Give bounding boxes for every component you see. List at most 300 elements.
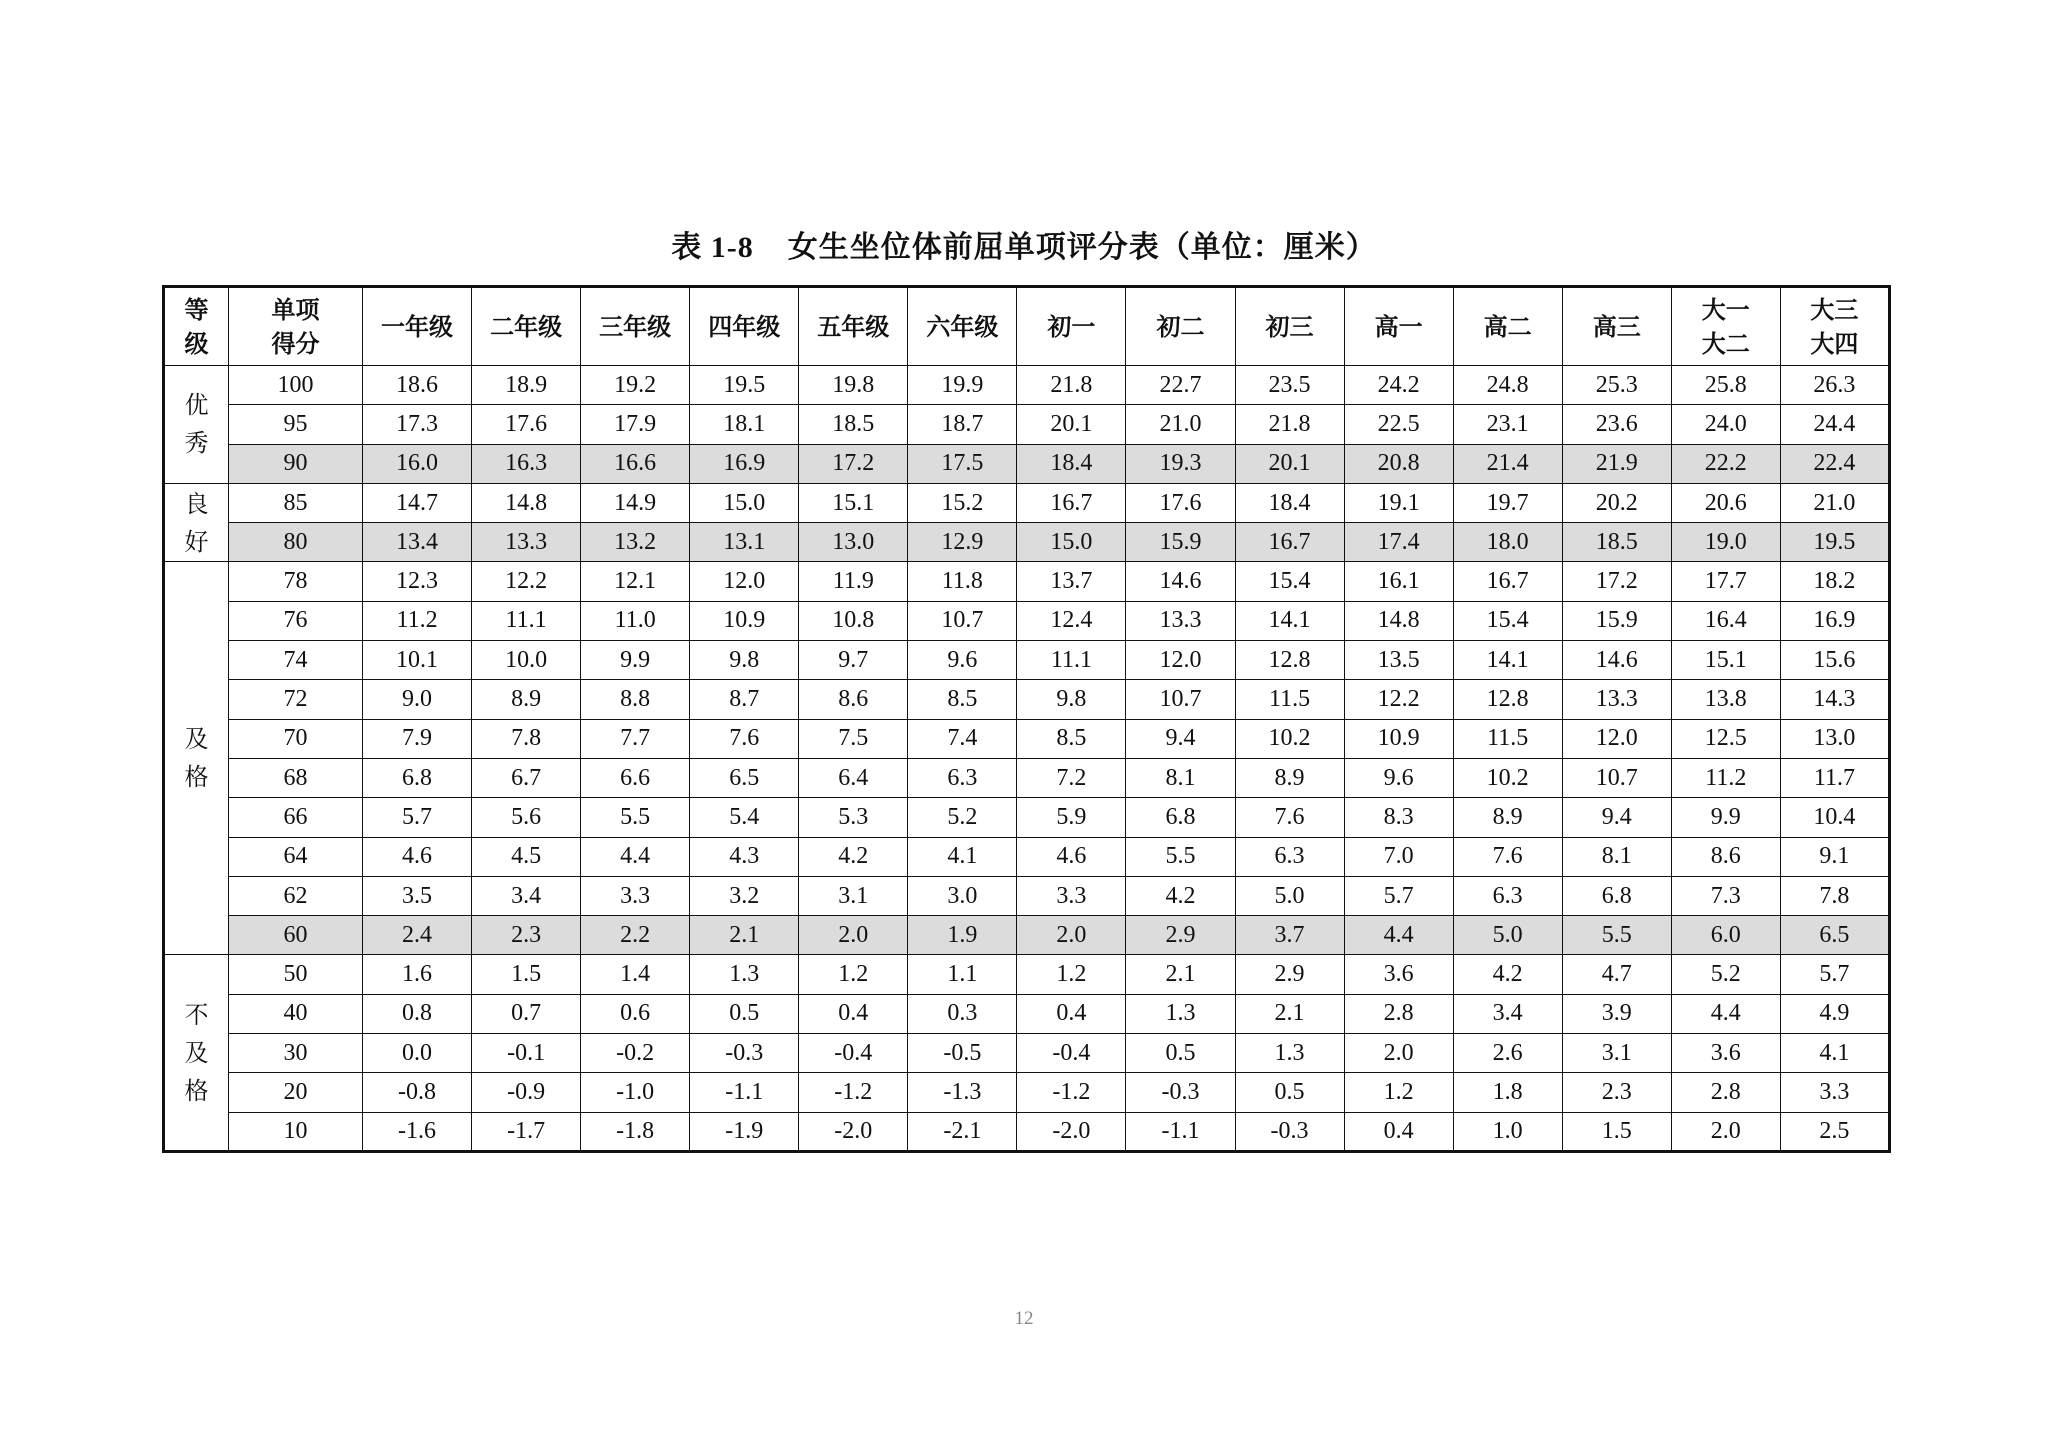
value-cell: 17.4 <box>1344 523 1453 562</box>
value-cell: 2.8 <box>1671 1073 1780 1112</box>
value-cell: 4.2 <box>1453 955 1562 994</box>
value-cell: 16.9 <box>1780 601 1889 640</box>
table-row <box>164 641 1890 680</box>
value-cell: 15.2 <box>908 483 1017 522</box>
value-cell: 4.1 <box>908 837 1017 876</box>
value-cell: 3.9 <box>1562 994 1671 1033</box>
value-cell: 2.0 <box>1671 1112 1780 1151</box>
value-cell: 6.8 <box>1126 798 1235 837</box>
value-cell: 21.8 <box>1235 405 1344 444</box>
value-cell: 15.1 <box>799 483 908 522</box>
value-cell: 11.1 <box>472 601 581 640</box>
value-cell: 1.3 <box>1235 1034 1344 1073</box>
table-row <box>164 994 1890 1033</box>
value-cell: -0.9 <box>472 1073 581 1112</box>
table-title <box>0 222 2048 266</box>
level-label: 不 及 格 <box>184 1000 209 1105</box>
score-cell: 62 <box>229 876 363 915</box>
table-row <box>164 366 1890 405</box>
header-grade-text: 一年级 <box>381 312 454 341</box>
value-cell: 7.5 <box>799 719 908 758</box>
score-cell: 50 <box>229 955 363 994</box>
header-grade-text: 初二 <box>1156 312 1205 341</box>
value-cell: 22.4 <box>1780 444 1889 483</box>
value-cell: -0.8 <box>363 1073 472 1112</box>
value-cell: 24.0 <box>1671 405 1780 444</box>
header-grade <box>581 287 690 366</box>
table-row <box>164 798 1890 837</box>
value-cell: 1.2 <box>1017 955 1126 994</box>
value-cell: 5.7 <box>1780 955 1889 994</box>
table-body <box>164 366 1890 1152</box>
value-cell: 24.2 <box>1344 366 1453 405</box>
value-cell: 21.0 <box>1780 483 1889 522</box>
header-grade-text: 高二 <box>1483 312 1532 341</box>
value-cell: 2.3 <box>472 916 581 955</box>
value-cell: 2.2 <box>581 916 690 955</box>
value-cell: 9.4 <box>1126 719 1235 758</box>
value-cell: 0.4 <box>799 994 908 1033</box>
value-cell: -2.0 <box>799 1112 908 1151</box>
value-cell: 7.6 <box>690 719 799 758</box>
level-label: 优 秀 <box>184 391 209 458</box>
header-grade <box>1562 287 1671 366</box>
value-cell: 2.0 <box>799 916 908 955</box>
score-cell: 70 <box>229 719 363 758</box>
value-cell: 3.1 <box>799 876 908 915</box>
value-cell: 16.9 <box>690 444 799 483</box>
value-cell: -2.1 <box>908 1112 1017 1151</box>
score-cell: 40 <box>229 994 363 1033</box>
value-cell: 1.4 <box>581 955 690 994</box>
value-cell: 10.7 <box>1562 758 1671 797</box>
table-row <box>164 876 1890 915</box>
header-grade <box>1235 287 1344 366</box>
value-cell: 12.3 <box>363 562 472 601</box>
value-cell: 6.7 <box>472 758 581 797</box>
value-cell: 11.5 <box>1235 680 1344 719</box>
header-level-text: 等 级 <box>184 295 209 358</box>
value-cell: 5.5 <box>1562 916 1671 955</box>
header-grade <box>1671 287 1780 366</box>
value-cell: 14.8 <box>472 483 581 522</box>
value-cell: 17.2 <box>799 444 908 483</box>
score-cell: 68 <box>229 758 363 797</box>
value-cell: 15.1 <box>1671 641 1780 680</box>
value-cell: 7.6 <box>1235 798 1344 837</box>
value-cell: 10.7 <box>1126 680 1235 719</box>
value-cell: 12.9 <box>908 523 1017 562</box>
value-cell: 7.4 <box>908 719 1017 758</box>
score-cell: 20 <box>229 1073 363 1112</box>
header-grade <box>799 287 908 366</box>
value-cell: 5.3 <box>799 798 908 837</box>
value-cell: 3.3 <box>581 876 690 915</box>
value-cell: 5.7 <box>363 798 472 837</box>
header-grade-text: 高三 <box>1592 312 1641 341</box>
value-cell: 14.6 <box>1126 562 1235 601</box>
value-cell: 20.8 <box>1344 444 1453 483</box>
value-cell: 19.5 <box>690 366 799 405</box>
value-cell: 2.1 <box>1126 955 1235 994</box>
value-cell: -0.1 <box>472 1034 581 1073</box>
value-cell: 0.8 <box>363 994 472 1033</box>
value-cell: 2.9 <box>1126 916 1235 955</box>
value-cell: 8.7 <box>690 680 799 719</box>
score-cell: 78 <box>229 562 363 601</box>
value-cell: 8.3 <box>1344 798 1453 837</box>
value-cell: 10.0 <box>472 641 581 680</box>
value-cell: 3.6 <box>1671 1034 1780 1073</box>
value-cell: 3.2 <box>690 876 799 915</box>
value-cell: 2.1 <box>1235 994 1344 1033</box>
value-cell: 19.5 <box>1780 523 1889 562</box>
value-cell: 6.6 <box>581 758 690 797</box>
header-row <box>164 287 1890 366</box>
value-cell: 15.9 <box>1562 601 1671 640</box>
value-cell: 15.0 <box>1017 523 1126 562</box>
header-grade <box>1453 287 1562 366</box>
value-cell: 8.5 <box>908 680 1017 719</box>
table-row <box>164 719 1890 758</box>
value-cell: 9.6 <box>908 641 1017 680</box>
value-cell: 2.9 <box>1235 955 1344 994</box>
value-cell: 16.7 <box>1235 523 1344 562</box>
value-cell: 10.7 <box>908 601 1017 640</box>
page-number: 12 <box>1014 1308 1034 1329</box>
value-cell: 3.6 <box>1344 955 1453 994</box>
value-cell: 13.5 <box>1344 641 1453 680</box>
value-cell: 16.7 <box>1453 562 1562 601</box>
value-cell: 16.1 <box>1344 562 1453 601</box>
value-cell: 7.3 <box>1671 876 1780 915</box>
value-cell: 18.2 <box>1780 562 1889 601</box>
table-row <box>164 955 1890 994</box>
value-cell: 19.0 <box>1671 523 1780 562</box>
header-grade <box>363 287 472 366</box>
value-cell: 4.2 <box>1126 876 1235 915</box>
value-cell: 6.8 <box>363 758 472 797</box>
value-cell: 9.1 <box>1780 837 1889 876</box>
value-cell: -0.4 <box>799 1034 908 1073</box>
value-cell: 0.5 <box>1235 1073 1344 1112</box>
value-cell: 7.2 <box>1017 758 1126 797</box>
score-cell: 64 <box>229 837 363 876</box>
header-grade <box>472 287 581 366</box>
value-cell: 6.3 <box>1453 876 1562 915</box>
header-grade <box>1780 287 1889 366</box>
value-cell: 4.9 <box>1780 994 1889 1033</box>
value-cell: -1.1 <box>1126 1112 1235 1151</box>
value-cell: 8.6 <box>799 680 908 719</box>
value-cell: 4.3 <box>690 837 799 876</box>
value-cell: -0.3 <box>1235 1112 1344 1151</box>
value-cell: 15.4 <box>1453 601 1562 640</box>
value-cell: 1.9 <box>908 916 1017 955</box>
level-label: 良 好 <box>184 489 209 556</box>
value-cell: 26.3 <box>1780 366 1889 405</box>
level-cell <box>164 483 229 562</box>
header-grade-text: 大三 大四 <box>1810 295 1859 358</box>
value-cell: 9.0 <box>363 680 472 719</box>
value-cell: 9.8 <box>690 641 799 680</box>
value-cell: 13.7 <box>1017 562 1126 601</box>
score-cell: 30 <box>229 1034 363 1073</box>
value-cell: 5.6 <box>472 798 581 837</box>
value-cell: 4.6 <box>363 837 472 876</box>
value-cell: 1.3 <box>1126 994 1235 1033</box>
value-cell: 20.1 <box>1235 444 1344 483</box>
value-cell: 19.7 <box>1453 483 1562 522</box>
value-cell: 1.8 <box>1453 1073 1562 1112</box>
value-cell: 8.1 <box>1562 837 1671 876</box>
value-cell: 12.0 <box>1126 641 1235 680</box>
value-cell: 0.5 <box>1126 1034 1235 1073</box>
value-cell: 12.2 <box>472 562 581 601</box>
value-cell: 23.1 <box>1453 405 1562 444</box>
value-cell: 13.3 <box>472 523 581 562</box>
value-cell: 22.7 <box>1126 366 1235 405</box>
value-cell: 9.7 <box>799 641 908 680</box>
value-cell: 7.7 <box>581 719 690 758</box>
value-cell: 22.2 <box>1671 444 1780 483</box>
table-row <box>164 1112 1890 1151</box>
level-cell <box>164 955 229 1151</box>
value-cell: 3.1 <box>1562 1034 1671 1073</box>
value-cell: 9.6 <box>1344 758 1453 797</box>
value-cell: 8.1 <box>1126 758 1235 797</box>
header-level <box>164 287 229 366</box>
value-cell: -2.0 <box>1017 1112 1126 1151</box>
header-score-text: 单项 得分 <box>271 295 320 358</box>
value-cell: 24.4 <box>1780 405 1889 444</box>
value-cell: 17.6 <box>472 405 581 444</box>
value-cell: 3.4 <box>1453 994 1562 1033</box>
value-cell: 11.1 <box>1017 641 1126 680</box>
value-cell: 7.0 <box>1344 837 1453 876</box>
value-cell: 6.3 <box>908 758 1017 797</box>
value-cell: 13.1 <box>690 523 799 562</box>
value-cell: 5.5 <box>1126 837 1235 876</box>
value-cell: -0.5 <box>908 1034 1017 1073</box>
value-cell: 8.5 <box>1017 719 1126 758</box>
value-cell: 0.5 <box>690 994 799 1033</box>
value-cell: 12.1 <box>581 562 690 601</box>
value-cell: 8.8 <box>581 680 690 719</box>
header-grade-text: 大一 大二 <box>1701 295 1750 358</box>
value-cell: 2.0 <box>1344 1034 1453 1073</box>
table-row <box>164 1073 1890 1112</box>
header-grade <box>908 287 1017 366</box>
table-number: 表 1-8 <box>671 231 754 264</box>
score-cell: 85 <box>229 483 363 522</box>
header-score <box>229 287 363 366</box>
value-cell: 17.2 <box>1562 562 1671 601</box>
value-cell: -0.3 <box>1126 1073 1235 1112</box>
value-cell: -1.2 <box>1017 1073 1126 1112</box>
value-cell: 4.1 <box>1780 1034 1889 1073</box>
value-cell: 11.9 <box>799 562 908 601</box>
value-cell: 13.3 <box>1126 601 1235 640</box>
value-cell: 11.0 <box>581 601 690 640</box>
value-cell: 11.2 <box>1671 758 1780 797</box>
value-cell: 0.3 <box>908 994 1017 1033</box>
value-cell: 13.0 <box>1780 719 1889 758</box>
value-cell: 12.8 <box>1453 680 1562 719</box>
value-cell: 18.7 <box>908 405 1017 444</box>
value-cell: 12.8 <box>1235 641 1344 680</box>
value-cell: 4.7 <box>1562 955 1671 994</box>
value-cell: 20.1 <box>1017 405 1126 444</box>
value-cell: 10.9 <box>1344 719 1453 758</box>
value-cell: 1.2 <box>799 955 908 994</box>
score-table <box>162 285 1891 1153</box>
header-grade-text: 六年级 <box>926 312 999 341</box>
value-cell: 1.0 <box>1453 1112 1562 1151</box>
value-cell: 12.0 <box>1562 719 1671 758</box>
value-cell: 8.6 <box>1671 837 1780 876</box>
value-cell: 4.4 <box>1344 916 1453 955</box>
value-cell: 5.0 <box>1235 876 1344 915</box>
value-cell: 17.7 <box>1671 562 1780 601</box>
value-cell: 2.4 <box>363 916 472 955</box>
table-row <box>164 444 1890 483</box>
value-cell: 18.1 <box>690 405 799 444</box>
value-cell: 6.5 <box>690 758 799 797</box>
value-cell: 6.0 <box>1671 916 1780 955</box>
value-cell: 18.4 <box>1235 483 1344 522</box>
value-cell: 13.8 <box>1671 680 1780 719</box>
value-cell: 3.3 <box>1780 1073 1889 1112</box>
value-cell: 2.0 <box>1017 916 1126 955</box>
value-cell: 2.1 <box>690 916 799 955</box>
score-cell: 95 <box>229 405 363 444</box>
value-cell: 1.2 <box>1344 1073 1453 1112</box>
level-cell <box>164 562 229 955</box>
value-cell: -1.7 <box>472 1112 581 1151</box>
value-cell: 0.0 <box>363 1034 472 1073</box>
table-row <box>164 758 1890 797</box>
table-row <box>164 523 1890 562</box>
value-cell: 17.6 <box>1126 483 1235 522</box>
value-cell: 5.5 <box>581 798 690 837</box>
value-cell: 3.7 <box>1235 916 1344 955</box>
value-cell: 14.7 <box>363 483 472 522</box>
value-cell: 10.9 <box>690 601 799 640</box>
value-cell: 12.0 <box>690 562 799 601</box>
value-cell: 2.3 <box>1562 1073 1671 1112</box>
value-cell: 14.9 <box>581 483 690 522</box>
table-row <box>164 405 1890 444</box>
header-grade-text: 高一 <box>1374 312 1423 341</box>
level-label: 及 格 <box>184 725 209 792</box>
value-cell: 19.1 <box>1344 483 1453 522</box>
value-cell: 8.9 <box>1453 798 1562 837</box>
value-cell: 5.4 <box>690 798 799 837</box>
value-cell: -0.2 <box>581 1034 690 1073</box>
value-cell: 11.2 <box>363 601 472 640</box>
value-cell: 5.2 <box>1671 955 1780 994</box>
value-cell: 4.6 <box>1017 837 1126 876</box>
value-cell: 21.9 <box>1562 444 1671 483</box>
value-cell: 17.3 <box>363 405 472 444</box>
table-row <box>164 837 1890 876</box>
value-cell: 4.5 <box>472 837 581 876</box>
score-cell: 10 <box>229 1112 363 1151</box>
score-cell: 100 <box>229 366 363 405</box>
value-cell: 7.6 <box>1453 837 1562 876</box>
value-cell: -1.6 <box>363 1112 472 1151</box>
level-cell <box>164 366 229 484</box>
value-cell: 14.8 <box>1344 601 1453 640</box>
score-cell: 80 <box>229 523 363 562</box>
value-cell: 16.0 <box>363 444 472 483</box>
value-cell: 7.9 <box>363 719 472 758</box>
value-cell: 20.6 <box>1671 483 1780 522</box>
value-cell: -0.3 <box>690 1034 799 1073</box>
value-cell: 8.9 <box>472 680 581 719</box>
value-cell: 19.3 <box>1126 444 1235 483</box>
value-cell: 13.3 <box>1562 680 1671 719</box>
value-cell: 13.2 <box>581 523 690 562</box>
value-cell: 18.5 <box>799 405 908 444</box>
value-cell: 10.2 <box>1235 719 1344 758</box>
value-cell: 1.3 <box>690 955 799 994</box>
value-cell: -1.0 <box>581 1073 690 1112</box>
score-cell: 66 <box>229 798 363 837</box>
header-grade-text: 四年级 <box>708 312 781 341</box>
value-cell: 12.2 <box>1344 680 1453 719</box>
table-row <box>164 680 1890 719</box>
value-cell: 18.6 <box>363 366 472 405</box>
value-cell: 3.4 <box>472 876 581 915</box>
value-cell: 3.5 <box>363 876 472 915</box>
score-cell: 76 <box>229 601 363 640</box>
value-cell: 4.2 <box>799 837 908 876</box>
value-cell: 19.8 <box>799 366 908 405</box>
value-cell: 0.4 <box>1017 994 1126 1033</box>
value-cell: 25.3 <box>1562 366 1671 405</box>
value-cell: 5.2 <box>908 798 1017 837</box>
value-cell: 6.5 <box>1780 916 1889 955</box>
table-row <box>164 1034 1890 1073</box>
value-cell: 14.3 <box>1780 680 1889 719</box>
value-cell: 17.9 <box>581 405 690 444</box>
value-cell: 18.0 <box>1453 523 1562 562</box>
value-cell: 2.8 <box>1344 994 1453 1033</box>
value-cell: 10.2 <box>1453 758 1562 797</box>
value-cell: 0.6 <box>581 994 690 1033</box>
header-grade-text: 初一 <box>1047 312 1096 341</box>
value-cell: 3.3 <box>1017 876 1126 915</box>
value-cell: 1.5 <box>472 955 581 994</box>
value-cell: 9.8 <box>1017 680 1126 719</box>
value-cell: 0.4 <box>1344 1112 1453 1151</box>
value-cell: 5.7 <box>1344 876 1453 915</box>
value-cell: 17.5 <box>908 444 1017 483</box>
value-cell: 10.1 <box>363 641 472 680</box>
value-cell: 1.5 <box>1562 1112 1671 1151</box>
value-cell: -1.2 <box>799 1073 908 1112</box>
value-cell: 14.1 <box>1453 641 1562 680</box>
header-grade-text: 初三 <box>1265 312 1314 341</box>
value-cell: 19.2 <box>581 366 690 405</box>
value-cell: 10.8 <box>799 601 908 640</box>
value-cell: -1.9 <box>690 1112 799 1151</box>
header-grade <box>1344 287 1453 366</box>
value-cell: 15.4 <box>1235 562 1344 601</box>
value-cell: 11.7 <box>1780 758 1889 797</box>
